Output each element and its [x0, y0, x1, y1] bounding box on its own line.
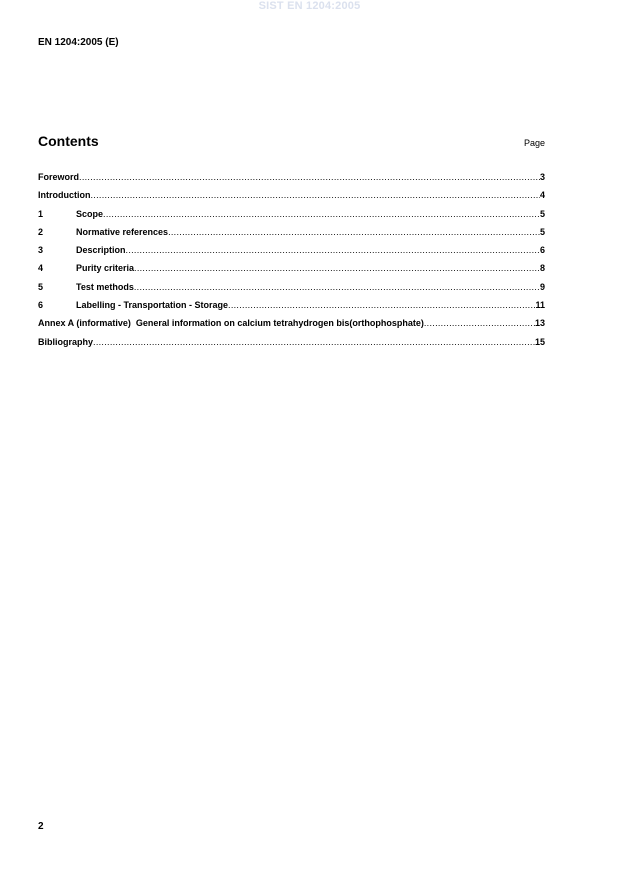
toc-entry-title: Description: [76, 245, 126, 256]
toc-entry-number: 1: [38, 208, 44, 219]
table-of-contents: [38, 172, 545, 355]
toc-entry-page: 8: [539, 263, 545, 274]
toc-leader-dots: [168, 227, 540, 237]
toc-entry-title: Foreword: [38, 172, 80, 182]
toc-entry-page: 3: [539, 172, 545, 182]
toc-entry-annex-a[interactable]: [38, 318, 545, 336]
toc-entry-purity-criteria[interactable]: [38, 263, 545, 281]
toc-entry-title: Labelling - Transportation - Storage: [76, 300, 229, 311]
toc-leader-dots: [228, 300, 535, 310]
page-number: 2: [38, 821, 44, 832]
toc-entry-page: 4: [539, 190, 545, 201]
toc-leader-dots: [91, 190, 540, 200]
toc-entry-number: 4: [38, 263, 44, 274]
toc-entry-page: 11: [535, 300, 545, 311]
toc-entry-scope[interactable]: [38, 209, 545, 227]
toc-entry-title: Annex A (informative) General information on calcium tetrahydrogen bis(orthophosphate): [38, 318, 424, 329]
toc-entry-page: 5: [539, 226, 545, 237]
document-id: EN 1204:2005 (E): [38, 37, 119, 48]
toc-entry-bibliography[interactable]: [38, 337, 545, 355]
page-column-label: Page: [523, 138, 545, 148]
toc-entry-title: Introduction: [38, 190, 91, 201]
toc-entry-page: 13: [534, 318, 545, 329]
toc-entry-title: Normative references: [76, 226, 169, 237]
watermark-text: SIST EN 1204:2005: [258, 0, 361, 12]
toc-entry-introduction[interactable]: [38, 190, 545, 208]
toc-entry-page: 6: [539, 245, 545, 256]
toc-entry-title: Scope: [76, 208, 104, 219]
toc-entry-number: 6: [38, 300, 44, 311]
toc-entry-title: Test methods: [76, 281, 134, 292]
toc-entry-foreword[interactable]: [38, 172, 545, 190]
toc-leader-dots: [79, 172, 540, 182]
toc-leader-dots: [134, 263, 540, 273]
toc-entry-page: 15: [534, 336, 545, 347]
toc-entry-labelling[interactable]: [38, 300, 545, 318]
toc-entry-page: 5: [539, 208, 545, 219]
toc-leader-dots: [134, 282, 540, 292]
toc-entry-page: 9: [539, 281, 545, 292]
toc-entry-title: Purity criteria: [76, 263, 135, 274]
toc-entry-test-methods[interactable]: [38, 282, 545, 300]
toc-entry-number: 5: [38, 281, 44, 292]
toc-entry-number: 2: [38, 226, 44, 237]
toc-leader-dots: [126, 245, 540, 255]
toc-leader-dots: [424, 318, 535, 328]
toc-leader-dots: [103, 209, 540, 219]
toc-entry-number: 3: [38, 245, 44, 256]
toc-leader-dots: [93, 337, 535, 347]
toc-entry-normative-references[interactable]: [38, 227, 545, 245]
toc-entry-description[interactable]: [38, 245, 545, 263]
toc-entry-title: Bibliography: [38, 336, 94, 347]
contents-heading: Contents: [38, 133, 99, 149]
